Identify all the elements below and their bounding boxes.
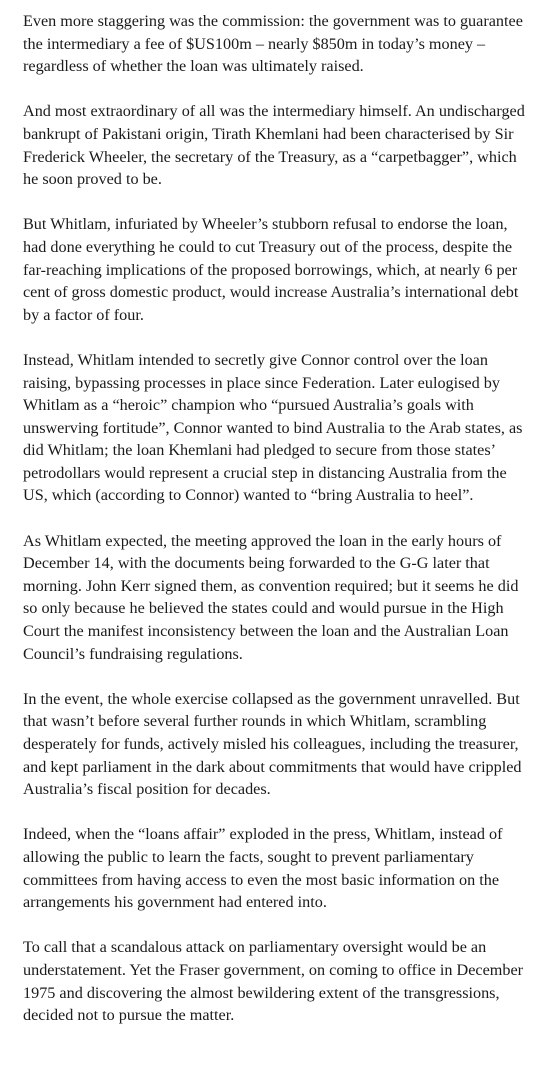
paragraph-5: As Whitlam expected, the meeting approved the loan in the early hours of December 14, with the documents being forwarded to the G-G later that morning. John Kerr signed them, as convention required; but it seems he did so only because he believed the states could and would pursue in the High Court the manifest inconsistency between the loan and the Australian Loan Council’s fundraising regulations. (23, 531, 519, 663)
paragraph-2: And most extraordinary of all was the intermediary himself. An undischarged bankrupt of Pakistani origin, Tirath Khemlani had been characterised by Sir Frederick Wheeler, the secretary of the Treasury, as a “carpetbagger”, which he soon proved to be. (23, 102, 525, 189)
paragraph-8: To call that a scandalous attack on parliamentary oversight would be an understatement. Yet the Fraser government, on coming to office in December 1975 and discovering the almost bewildering extent of the transgressions, decided not to pursue the matter. (23, 938, 524, 1025)
paragraph-1: Even more staggering was the commission: the government was to guarantee the intermediary a fee of $US100m – nearly $850m in today’s money – regardless of whether the loan was ultimately raised. (23, 12, 523, 76)
paragraph-6: In the event, the whole exercise collapsed as the government unravelled. But that wasn’t before several further rounds in which Whitlam, scrambling desperately for funds, actively misled his colleagues, including the treasurer, and kept parliament in the dark about commitments that would have crippled Australia’s fiscal position for decades. (23, 689, 522, 799)
paragraph-4: Instead, Whitlam intended to secretly give Connor control over the loan raising, bypassing processes in place since Federation. Later eulogised by Whitlam as a “heroic” champion who “pursued Australia’s goals with unswerving fortitude”, Connor wanted to bind Australia to the Arab states, as did Whitlam; the loan Khemlani had pledged to secure from those states’ petrodollars would represent a crucial step in distancing Australia from the US, which (according to Connor) wanted to “bring Australia to heel”. (23, 350, 523, 505)
paragraph-3: But Whitlam, infuriated by Wheeler’s stubborn refusal to endorse the loan, had done everything he could to cut Treasury out of the process, despite the far-reaching implications of the proposed borrowings, which, at nearly 6 per cent of gross domestic product, would increase Australia’s international debt by a factor of four. (23, 215, 519, 324)
paragraph-7: Indeed, when the “loans affair” exploded in the press, Whitlam, instead of allowing the public to learn the facts, sought to prevent parliamentary committees from having access to even the most basic information on the arrangements his government had entered into. (23, 825, 503, 912)
